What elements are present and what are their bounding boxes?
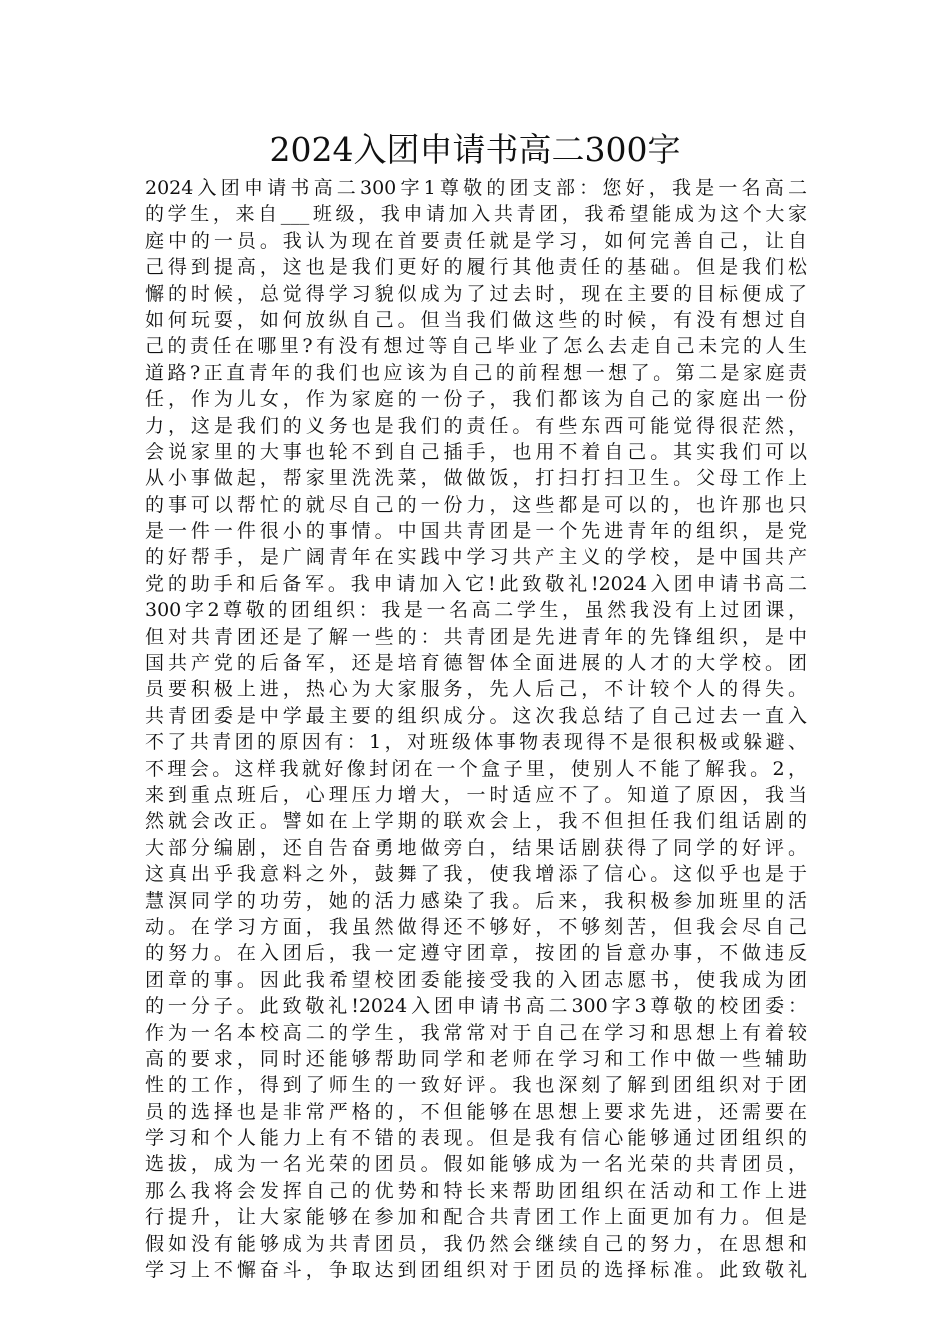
body-line: 性的工作，得到了师生的一致好评。我也深刻了解到团组织对于团 bbox=[145, 1074, 807, 1097]
body-line: 的一分子。此致敬礼!2024入团申请书高二300字3尊敬的校团委： bbox=[145, 995, 807, 1018]
body-line: 300字2尊敬的团组织：我是一名高二学生，虽然我没有上过团课， bbox=[145, 599, 807, 622]
body-line: 己的责任在哪里?有没有想过等自己毕业了怎么去走自己未完的人生 bbox=[145, 335, 807, 358]
body-line: 2024入团申请书高二300字1尊敬的团支部：您好，我是一名高二 bbox=[145, 177, 807, 199]
body-line: 来到重点班后，心理压力增大，一时适应不了。知道了原因，我当 bbox=[145, 783, 807, 806]
body-line: 团章的事。因此我希望校团委能接受我的入团志愿书，使我成为团 bbox=[145, 968, 807, 991]
body-line: 的学生，来自___班级，我申请加入共青团，我希望能成为这个大家 bbox=[145, 203, 807, 226]
body-line: 高的要求，同时还能够帮助同学和老师在学习和工作中做一些辅助 bbox=[145, 1047, 807, 1070]
body-line: 假如没有能够成为共青团员，我仍然会继续自己的努力，在思想和 bbox=[145, 1232, 807, 1255]
body-line: 是一件一件很小的事情。中国共青团是一个先进青年的组织，是党 bbox=[145, 520, 807, 543]
body-line: 从小事做起，帮家里洗洗菜，做做饭，打扫打扫卫生。父母工作上 bbox=[145, 467, 807, 490]
body-line: 会说家里的大事也轮不到自己插手，也用不着自己。其实我们可以 bbox=[145, 440, 807, 463]
body-line: 道路?正直青年的我们也应该为自己的前程想一想了。第二是家庭责 bbox=[145, 361, 807, 384]
body-line: 的事可以帮忙的就尽自己的一份力，这些都是可以的，也许那也只 bbox=[145, 493, 807, 516]
body-line: 选拔，成为一名光荣的团员。假如能够成为一名光荣的共青团员， bbox=[145, 1153, 807, 1176]
body-line: 动。在学习方面，我虽然做得还不够好，不够刻苦，但我会尽自己 bbox=[145, 915, 807, 938]
body-line: 的好帮手，是广阔青年在实践中学习共产主义的学校，是中国共产 bbox=[145, 546, 807, 569]
body-line: 但对共青团还是了解一些的：共青团是先进青年的先锋组织，是中 bbox=[145, 625, 807, 648]
body-line: 员要积极上进，热心为大家服务，先人后己，不计较个人的得失。 bbox=[145, 678, 807, 701]
body-line: 不理会。这样我就好像封闭在一个盒子里，使别人不能了解我。2， bbox=[145, 757, 807, 780]
body-line: 那么我将会发挥自己的优势和特长来帮助团组织在活动和工作上进 bbox=[145, 1179, 807, 1202]
body-line: 己得到提高，这也是我们更好的履行其他责任的基础。但是我们松 bbox=[145, 256, 807, 279]
body-line: 慧溟同学的功劳，她的活力感染了我。后来，我积极参加班里的活 bbox=[145, 889, 807, 912]
body-line: 行提升，让大家能够在参加和配合共青团工作上面更加有力。但是 bbox=[145, 1206, 807, 1229]
body-line: 力，这是我们的义务也是我们的责任。有些东西可能觉得很茫然， bbox=[145, 414, 807, 437]
body-line: 学习和个人能力上有不错的表现。但是我有信心能够通过团组织的 bbox=[145, 1127, 807, 1150]
body-line: 党的助手和后备军。我申请加入它!此致敬礼!2024入团申请书高二 bbox=[145, 572, 807, 595]
body-line: 国共产党的后备军，还是培育德智体全面进展的人才的大学校。团 bbox=[145, 652, 807, 675]
body-line: 这真出乎我意料之外，鼓舞了我，使我增添了信心。这似乎也是于 bbox=[145, 863, 807, 886]
body-line: 懈的时候，总觉得学习貌似成为了过去时，现在主要的目标便成了 bbox=[145, 282, 807, 305]
body-line: 不了共青团的原因有：1，对班级体事物表现得不是很积极或躲避、 bbox=[145, 731, 807, 754]
document-title: 2024入团申请书高二300字 bbox=[269, 130, 681, 169]
body-line: 然就会改正。譬如在上学期的联欢会上，我不但担任我们组话剧的 bbox=[145, 810, 807, 833]
body-line: 的努力。在入团后，我一定遵守团章，按团的旨意办事，不做违反 bbox=[145, 942, 807, 965]
body-line: 作为一名本校高二的学生，我常常对于自己在学习和思想上有着较 bbox=[145, 1021, 807, 1044]
body-line: 任，作为儿女，作为家庭的一份子，我们都该为自己的家庭出一份 bbox=[145, 388, 807, 411]
body-line: 共青团委是中学最主要的组织成分。这次我总结了自己过去一直入 bbox=[145, 704, 807, 727]
document-body bbox=[145, 175, 807, 1283]
body-line: 庭中的一员。我认为现在首要责任就是学习，如何完善自己，让自 bbox=[145, 229, 807, 252]
body-line: 大部分编剧，还自告奋勇地做旁白，结果话剧获得了同学的好评。 bbox=[145, 836, 807, 859]
body-line: 员的选择也是非常严格的，不但能够在思想上要求先进，还需要在 bbox=[145, 1100, 807, 1123]
body-line: 学习上不懈奋斗，争取达到团组织对于团员的选择标准。此致敬礼 bbox=[145, 1259, 807, 1282]
body-line: 如何玩耍，如何放纵自己。但当我们做这些的时候，有没有想过自 bbox=[145, 308, 807, 331]
